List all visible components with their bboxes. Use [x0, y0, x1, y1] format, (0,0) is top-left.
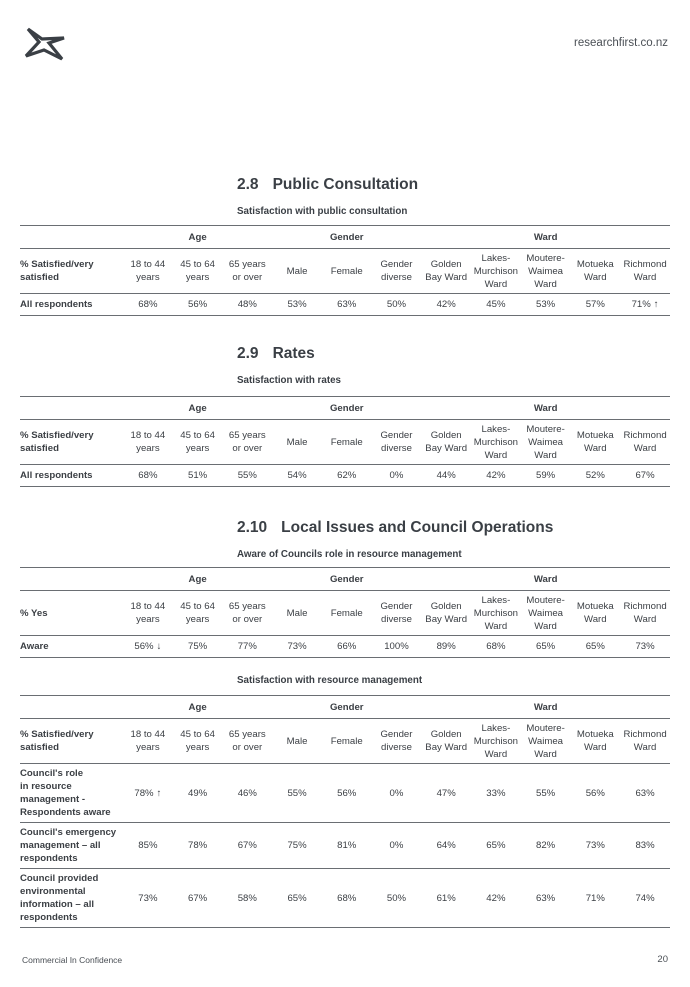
column-header: Motueka Ward [570, 249, 620, 294]
table-cell: 75% [272, 823, 322, 869]
table-cell: 50% [372, 869, 422, 928]
table-cell: 62% [322, 465, 372, 487]
column-header: Lakes- Murchison Ward [471, 420, 521, 465]
column-header: 18 to 44 years [123, 420, 173, 465]
group-gender: Gender [272, 226, 421, 249]
table-cell: 89% [421, 636, 471, 658]
table-cell: 81% [322, 823, 372, 869]
column-header: Male [272, 249, 322, 294]
table-cell: 55% [521, 764, 571, 823]
column-header: 65 years or over [222, 249, 272, 294]
column-header: Male [272, 420, 322, 465]
row-label: All respondents [20, 294, 123, 316]
table-caption: Satisfaction with public consultation [237, 206, 408, 217]
table-cell: 85% [123, 823, 173, 869]
table-cell: 0% [372, 764, 422, 823]
table-cell: 64% [421, 823, 471, 869]
table-cell: 73% [620, 636, 670, 658]
column-header: Gender diverse [372, 591, 422, 636]
table-row [20, 764, 670, 823]
column-header: Moutere- Waimea Ward [521, 249, 571, 294]
table-cell: 66% [322, 636, 372, 658]
table-cell: 74% [620, 869, 670, 928]
table-cell: 71% [570, 869, 620, 928]
row-header-label: % Satisfied/very satisfied [20, 249, 123, 294]
section-title-rates: 2.9 Rates [237, 345, 315, 362]
table-cell: 63% [521, 869, 571, 928]
table-cell: 68% [322, 869, 372, 928]
page-number: 20 [657, 954, 668, 965]
column-header: 65 years or over [222, 420, 272, 465]
column-header: Motueka Ward [570, 719, 620, 764]
row-label: Council provided environmental information – all respondents [20, 869, 123, 928]
table-cell: 46% [222, 764, 272, 823]
group-age: Age [123, 397, 272, 420]
public-consultation-table [20, 225, 670, 316]
table-cell: 73% [272, 636, 322, 658]
rates-table [20, 396, 670, 487]
table-cell: 61% [421, 869, 471, 928]
table-cell: 83% [620, 823, 670, 869]
row-header-label: % Satisfied/very satisfied [20, 420, 123, 465]
table-cell: 78% ↑ [123, 764, 173, 823]
resource-management-satisfaction-table [20, 695, 670, 928]
table-cell: 53% [272, 294, 322, 316]
resource-awareness-table [20, 567, 670, 658]
table-cell: 63% [620, 764, 670, 823]
group-ward: Ward [421, 696, 670, 719]
column-header: Female [322, 719, 372, 764]
column-header: 45 to 64 years [173, 591, 223, 636]
column-header: Gender diverse [372, 249, 422, 294]
group-header-row [20, 568, 670, 591]
column-header: Richmond Ward [620, 420, 670, 465]
group-header-row [20, 696, 670, 719]
table-cell: 55% [272, 764, 322, 823]
group-header-row [20, 226, 670, 249]
table-cell: 67% [173, 869, 223, 928]
group-age: Age [123, 568, 272, 591]
column-header: 18 to 44 years [123, 719, 173, 764]
significance-arrow-icon: ↑ [653, 299, 659, 310]
column-header: Richmond Ward [620, 249, 670, 294]
footer-confidentiality: Commercial In Confidence [22, 955, 123, 965]
group-gender: Gender [272, 696, 421, 719]
table-cell: 63% [322, 294, 372, 316]
column-header: Moutere- Waimea Ward [521, 719, 571, 764]
table-cell: 53% [521, 294, 571, 316]
table-cell: 68% [471, 636, 521, 658]
column-header: Female [322, 249, 372, 294]
group-ward: Ward [421, 397, 670, 420]
table-row [20, 823, 670, 869]
column-header: Moutere- Waimea Ward [521, 591, 571, 636]
group-age: Age [123, 696, 272, 719]
table-cell: 0% [372, 465, 422, 487]
group-gender: Gender [272, 397, 421, 420]
table-cell: 44% [421, 465, 471, 487]
column-header: Motueka Ward [570, 591, 620, 636]
table-row [20, 636, 670, 658]
table-row [20, 294, 670, 316]
column-header-row [20, 591, 670, 636]
column-header: Male [272, 591, 322, 636]
table-cell: 51% [173, 465, 223, 487]
table-cell: 54% [272, 465, 322, 487]
site-url: researchfirst.co.nz [574, 37, 668, 49]
row-label: Aware [20, 636, 123, 658]
column-header: Lakes- Murchison Ward [471, 249, 521, 294]
table-row [20, 465, 670, 487]
significance-arrow-icon: ↓ [156, 641, 162, 652]
column-header: Female [322, 591, 372, 636]
section-title-public-consultation: 2.8 Public Consultation [237, 176, 419, 193]
table-cell: 42% [471, 465, 521, 487]
table-cell: 48% [222, 294, 272, 316]
research-first-logo [22, 26, 68, 62]
column-header: Golden Bay Ward [421, 591, 471, 636]
significance-arrow-icon: ↑ [156, 787, 162, 799]
table-caption: Satisfaction with resource management [237, 675, 423, 686]
column-header: Motueka Ward [570, 420, 620, 465]
table-cell: 57% [570, 294, 620, 316]
table-cell: 55% [222, 465, 272, 487]
column-header-row [20, 420, 670, 465]
table-cell: 49% [173, 764, 223, 823]
column-header: 45 to 64 years [173, 420, 223, 465]
table-cell: 71% ↑ [620, 294, 670, 316]
table-cell: 42% [421, 294, 471, 316]
column-header: Moutere- Waimea Ward [521, 420, 571, 465]
table-cell: 56% [570, 764, 620, 823]
column-header: Richmond Ward [620, 719, 670, 764]
table-cell: 59% [521, 465, 571, 487]
table-cell: 73% [123, 869, 173, 928]
table-cell: 52% [570, 465, 620, 487]
table-cell: 47% [421, 764, 471, 823]
table-cell: 65% [570, 636, 620, 658]
table-cell: 45% [471, 294, 521, 316]
group-header-row [20, 397, 670, 420]
row-label: All respondents [20, 465, 123, 487]
table-cell: 56% [173, 294, 223, 316]
table-cell: 78% [173, 823, 223, 869]
column-header: 18 to 44 years [123, 591, 173, 636]
table-caption: Aware of Councils role in resource management [237, 549, 462, 560]
section-title-local-issues: 2.10 Local Issues and Council Operations [237, 519, 554, 536]
row-label: Council's emergency management – all respondents [20, 823, 123, 869]
group-ward: Ward [421, 226, 670, 249]
row-header-label: % Yes [20, 591, 123, 636]
table-cell: 0% [372, 823, 422, 869]
table-cell: 65% [471, 823, 521, 869]
column-header: 45 to 64 years [173, 719, 223, 764]
column-header: Lakes- Murchison Ward [471, 591, 521, 636]
column-header: 65 years or over [222, 591, 272, 636]
table-cell: 77% [222, 636, 272, 658]
table-cell: 67% [620, 465, 670, 487]
group-ward: Ward [421, 568, 670, 591]
table-cell: 68% [123, 465, 173, 487]
column-header: Gender diverse [372, 719, 422, 764]
row-label: Council's role in resource management - Respondents aware [20, 764, 123, 823]
group-age: Age [123, 226, 272, 249]
table-caption: Satisfaction with rates [237, 375, 341, 386]
column-header: Golden Bay Ward [421, 420, 471, 465]
column-header: Male [272, 719, 322, 764]
table-cell: 56% ↓ [123, 636, 173, 658]
table-cell: 67% [222, 823, 272, 869]
table-cell: 42% [471, 869, 521, 928]
table-cell: 82% [521, 823, 571, 869]
table-cell: 100% [372, 636, 422, 658]
table-cell: 75% [173, 636, 223, 658]
column-header: 18 to 44 years [123, 249, 173, 294]
table-row [20, 869, 670, 928]
table-cell: 65% [272, 869, 322, 928]
column-header: Golden Bay Ward [421, 719, 471, 764]
column-header: Female [322, 420, 372, 465]
column-header: 45 to 64 years [173, 249, 223, 294]
table-cell: 65% [521, 636, 571, 658]
column-header: Richmond Ward [620, 591, 670, 636]
row-header-label: % Satisfied/very satisfied [20, 719, 123, 764]
column-header: Lakes- Murchison Ward [471, 719, 521, 764]
table-cell: 73% [570, 823, 620, 869]
table-cell: 56% [322, 764, 372, 823]
column-header: Gender diverse [372, 420, 422, 465]
column-header-row [20, 719, 670, 764]
column-header-row [20, 249, 670, 294]
group-gender: Gender [272, 568, 421, 591]
table-cell: 50% [372, 294, 422, 316]
table-cell: 68% [123, 294, 173, 316]
table-cell: 58% [222, 869, 272, 928]
column-header: 65 years or over [222, 719, 272, 764]
table-cell: 33% [471, 764, 521, 823]
column-header: Golden Bay Ward [421, 249, 471, 294]
